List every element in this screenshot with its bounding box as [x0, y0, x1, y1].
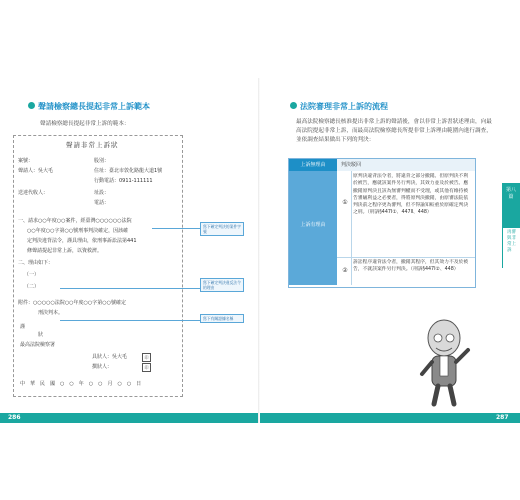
- callout-line: [60, 288, 200, 289]
- form-line2: ○○年度○○字第○○號刑事判決確定，因該確: [27, 228, 129, 234]
- chapter-subtab-label: 再審與非常上訴: [507, 230, 516, 253]
- table-divider: [351, 171, 352, 285]
- petition-form: [13, 135, 183, 397]
- left-subtitle: 聲請檢察總長提起非常上訴的範本：: [40, 121, 130, 127]
- seal-icon: 印: [142, 363, 151, 372]
- callout-line: [60, 320, 200, 321]
- book-spread: [0, 78, 520, 423]
- callout-line: [152, 228, 200, 229]
- form-line3: 定判決違背法令，謹具理由，依刑事訴訟法第441: [27, 238, 137, 244]
- table-head-left: 上訴無理由: [289, 159, 337, 171]
- right-footer-bar: [260, 413, 520, 423]
- form-to2: 狀: [38, 332, 44, 338]
- form-to3: 最高法院檢察署: [20, 342, 56, 348]
- form-title: 聲請非常上訴狀: [66, 141, 119, 149]
- form-agent: 送達代收人：: [18, 190, 49, 196]
- form-stock: 股別：: [94, 158, 110, 164]
- chapter-tab: [502, 183, 520, 229]
- form-bullet1: （一）: [24, 272, 40, 278]
- table-row-number: ①: [342, 199, 348, 206]
- form-line4: 條聲請提起非常上訴，以資救濟。: [27, 248, 103, 254]
- form-date: 中 華 民 國 ○ ○ 年 ○ ○ 月 ○ ○ 日: [20, 381, 142, 387]
- table-row-text: 原判決違背法令者，將違背之部分撤銷。但原判決不利於被告，應就該案件另行判決，其效力並及於被告。應撤銷原判決且該為無審判權而不受理，或其他有維持被告審級利益之必要者，得將原判決撤銷，由原審法院依判決前之程序更為審判，但不得諭知較重於原確定判決之刑。（刑訴§447Ⅰ①、447Ⅱ、448）: [353, 174, 469, 216]
- callout-case-no: 寫下確定判決的案件字號: [200, 222, 244, 236]
- table-row-text: 訴訟程序違背法令者，撤銷其程序，但其效力不及於被告，不就該案件另行判決。（刑訴§447Ⅰ②、448）: [353, 260, 469, 273]
- judgment-table: [288, 158, 476, 288]
- form-address: 住址：臺北市敦化路龍大道1號: [94, 168, 163, 174]
- form-phone: 行動電話：0911-111111: [94, 178, 153, 184]
- right-page: [260, 78, 520, 423]
- form-attach: 附件：○○○○○法院○○年度○○字第○○號確定: [18, 300, 126, 306]
- form-applicant: 聲請人：吳大毛: [18, 168, 54, 174]
- chapter-subtab: [502, 228, 520, 268]
- old-man-illustration: [410, 316, 480, 411]
- table-side-text: 上訴有理由: [300, 222, 326, 228]
- chapter-tab-label: 第八篇: [505, 187, 516, 200]
- form-line1: 一、請求○○年度○○案件，經臺灣○○○○○○法院: [18, 218, 132, 224]
- left-page: [0, 78, 260, 423]
- table-header: [289, 159, 475, 171]
- form-addr2: 址設：: [94, 190, 110, 196]
- callout-evidence: 寫下有關證據名稱: [200, 314, 244, 323]
- right-section-title: 法院審理非常上訴的流程: [300, 102, 388, 111]
- form-signer2: 撰狀人：: [92, 364, 113, 370]
- form-bullet2: （二）: [24, 284, 40, 290]
- right-paragraph: 最高法院檢察總長核准提出非常上訴的聲請後，會以非常上訴書狀述理由，向最高法院提起非常上訴，而最高法院檢察總長所提非常上訴理由範圍內進行調查，並依調查結果做出下列的判決：: [296, 119, 492, 143]
- left-section-title: 聲請檢察總長提起非常上訴範本: [38, 102, 150, 111]
- form-case-no: 案號：: [18, 158, 34, 164]
- callout-reason: 寫下確定判決違反法令的理由: [200, 278, 244, 292]
- left-page-number: 286: [8, 414, 21, 421]
- left-footer-bar: [0, 413, 260, 423]
- form-line5: 二、理由如下：: [18, 260, 54, 266]
- form-attach2: 刑決判本。: [38, 310, 64, 316]
- form-tel2: 電話：: [94, 200, 110, 206]
- form-signer1: 具狀人：吳大毛: [92, 354, 128, 360]
- seal-icon: 印: [142, 353, 151, 362]
- table-side-label: [289, 171, 337, 285]
- table-row-number: ②: [342, 267, 348, 274]
- table-head-right: 判決駁回: [337, 159, 475, 171]
- section-bullet-icon: [290, 102, 297, 109]
- form-to1: 謹: [20, 324, 26, 330]
- section-bullet-icon: [28, 102, 35, 109]
- table-row-divider: [337, 257, 475, 258]
- right-page-number: 287: [496, 414, 509, 421]
